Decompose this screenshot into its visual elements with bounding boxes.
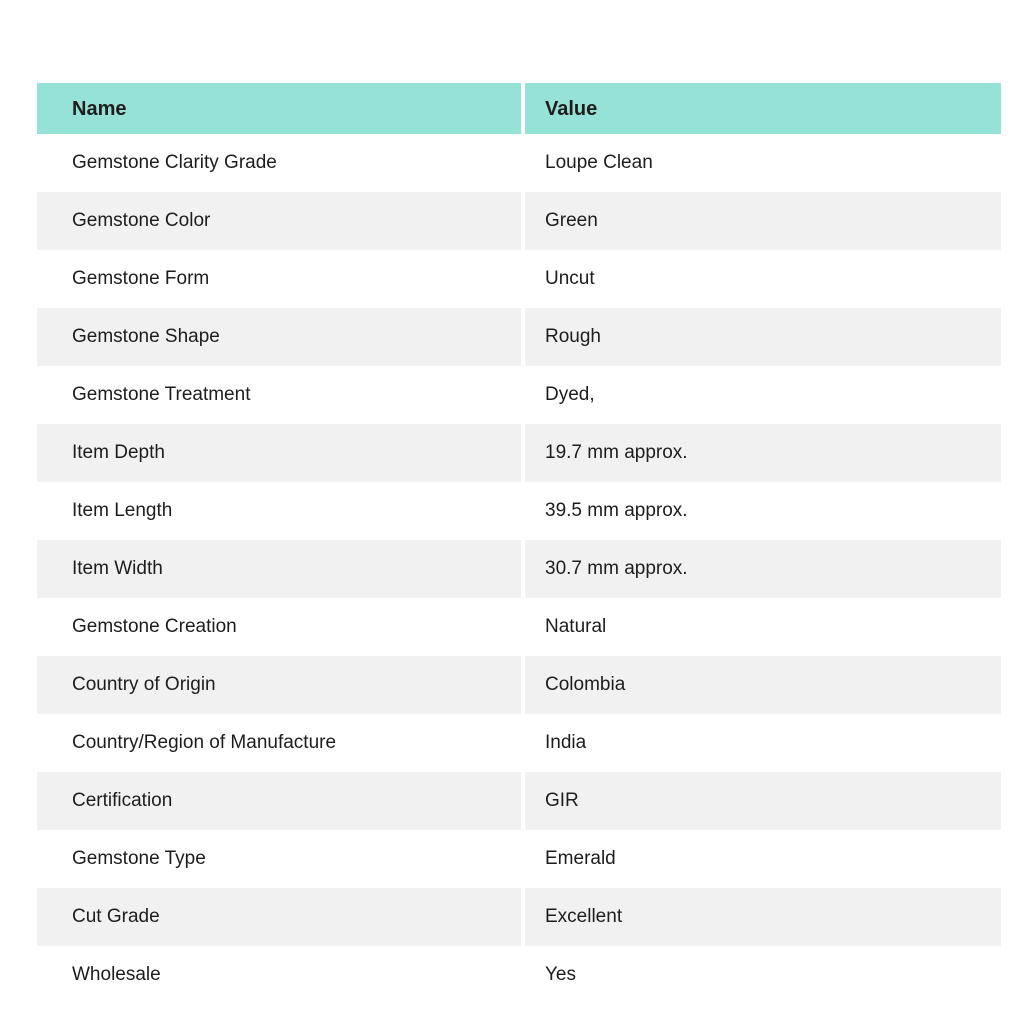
row-name-label: Item Width — [72, 557, 163, 579]
header-name-label: Name — [72, 97, 127, 120]
row-name-cell — [37, 656, 521, 714]
row-name-cell — [37, 888, 521, 946]
row-value-cell — [525, 134, 1001, 192]
row-value-label: Natural — [545, 615, 607, 637]
table-row — [37, 598, 1001, 656]
row-value-cell — [525, 366, 1001, 424]
item-specifics-table — [37, 83, 1001, 1004]
header-value-cell — [525, 83, 1001, 134]
row-value-label: India — [545, 731, 587, 753]
row-value-cell — [525, 772, 1001, 830]
row-name-cell — [37, 134, 521, 192]
row-name-cell — [37, 482, 521, 540]
row-value-cell — [525, 598, 1001, 656]
row-name-label: Certification — [72, 789, 173, 811]
row-value-label: Excellent — [545, 905, 623, 927]
table-row — [37, 714, 1001, 772]
row-name-cell — [37, 714, 521, 772]
table-row — [37, 946, 1001, 1004]
row-value-label: Uncut — [545, 267, 595, 289]
row-value-label: 30.7 mm approx. — [545, 557, 688, 579]
row-name-cell — [37, 250, 521, 308]
row-name-cell — [37, 424, 521, 482]
row-value-cell — [525, 714, 1001, 772]
row-value-cell — [525, 192, 1001, 250]
row-value-cell — [525, 946, 1001, 1004]
row-value-cell — [525, 830, 1001, 888]
header-name-cell — [37, 83, 521, 134]
row-value-label: Yes — [545, 963, 576, 985]
row-name-label: Gemstone Clarity Grade — [72, 151, 277, 173]
table-row — [37, 830, 1001, 888]
row-value-label: Dyed, — [545, 383, 595, 405]
table-header-row — [37, 83, 1001, 134]
row-value-label: Colombia — [545, 673, 626, 695]
row-name-label: Gemstone Shape — [72, 325, 220, 347]
table-row — [37, 366, 1001, 424]
table-row — [37, 540, 1001, 598]
table-body — [37, 134, 1001, 1004]
row-value-cell — [525, 424, 1001, 482]
row-value-label: Rough — [545, 325, 601, 347]
row-name-cell — [37, 946, 521, 1004]
table-row — [37, 482, 1001, 540]
row-value-label: Loupe Clean — [545, 151, 653, 173]
table-row — [37, 424, 1001, 482]
row-name-cell — [37, 598, 521, 656]
row-value-cell — [525, 888, 1001, 946]
row-name-label: Gemstone Color — [72, 209, 211, 231]
row-value-label: GIR — [545, 789, 579, 811]
row-name-label: Wholesale — [72, 963, 161, 985]
header-value-label: Value — [545, 97, 598, 120]
row-name-label: Gemstone Creation — [72, 615, 237, 637]
row-name-cell — [37, 308, 521, 366]
row-value-label: Green — [545, 209, 598, 231]
row-name-cell — [37, 772, 521, 830]
row-name-cell — [37, 830, 521, 888]
row-value-cell — [525, 250, 1001, 308]
row-value-label: 19.7 mm approx. — [545, 441, 688, 463]
row-name-cell — [37, 366, 521, 424]
row-name-label: Country of Origin — [72, 673, 216, 695]
table-row — [37, 134, 1001, 192]
row-name-label: Gemstone Type — [72, 847, 206, 869]
row-name-label: Country/Region of Manufacture — [72, 731, 337, 753]
table-row — [37, 192, 1001, 250]
row-name-label: Gemstone Form — [72, 267, 210, 289]
table-row — [37, 308, 1001, 366]
row-value-label: Emerald — [545, 847, 616, 869]
row-name-label: Gemstone Treatment — [72, 383, 251, 405]
row-value-label: 39.5 mm approx. — [545, 499, 688, 521]
row-value-cell — [525, 482, 1001, 540]
row-value-cell — [525, 308, 1001, 366]
table-row — [37, 772, 1001, 830]
table-row — [37, 250, 1001, 308]
table-row — [37, 656, 1001, 714]
row-value-cell — [525, 540, 1001, 598]
table-row — [37, 888, 1001, 946]
row-name-label: Item Length — [72, 499, 173, 521]
row-name-label: Item Depth — [72, 441, 165, 463]
row-name-cell — [37, 540, 521, 598]
row-name-cell — [37, 192, 521, 250]
row-value-cell — [525, 656, 1001, 714]
row-name-label: Cut Grade — [72, 905, 160, 927]
